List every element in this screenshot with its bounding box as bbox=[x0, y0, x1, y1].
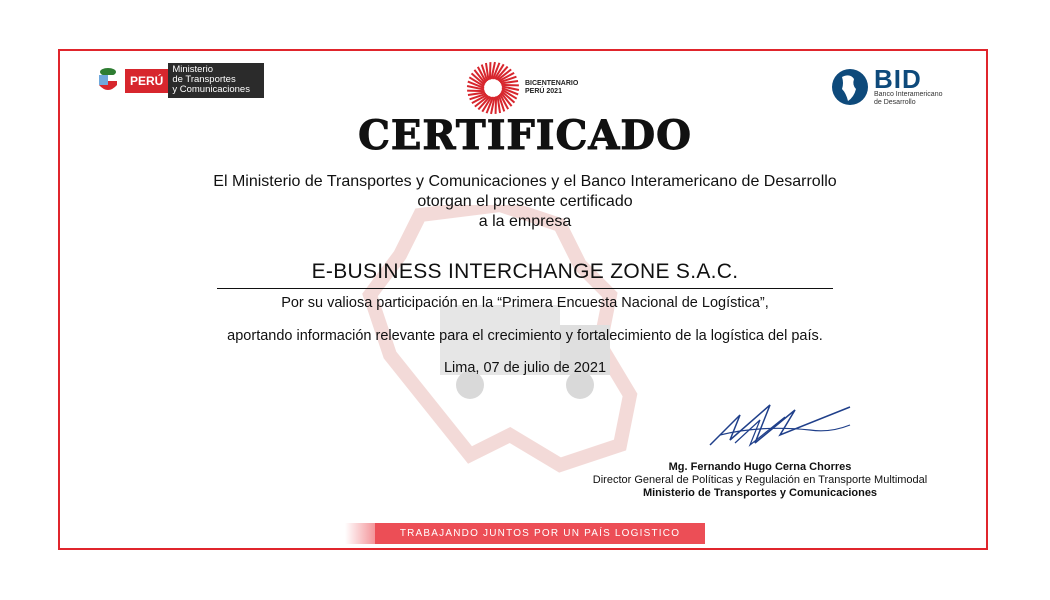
bicentenario-line-1: BICENTENARIO bbox=[525, 80, 579, 87]
ministry-label: Ministerio de Transportes y Comunicaciones bbox=[168, 63, 264, 98]
peru-coat-of-arms-icon bbox=[97, 67, 119, 95]
intro-line-1: El Ministerio de Transportes y Comunicaciones y el Banco Interamericano de Desarrollo bbox=[213, 173, 837, 190]
bicentenario-logo bbox=[465, 60, 578, 116]
intro-line-3: a la empresa bbox=[478, 213, 572, 230]
signer-institution: Ministerio de Transportes y Comunicaciones bbox=[642, 487, 878, 499]
slogan-text: TRABAJANDO JUNTOS POR UN PAÍS LOGISTICO bbox=[375, 523, 705, 544]
mtc-logo bbox=[97, 63, 264, 98]
company-underline bbox=[217, 288, 833, 289]
signer-block bbox=[560, 461, 960, 500]
bid-name-line-1: Banco Interamericano bbox=[874, 91, 943, 98]
sunburst-ray bbox=[467, 91, 484, 92]
reason-line-2: aportando información relevante para el crecimiento y fortalecimiento de la logística del país. bbox=[227, 328, 823, 344]
bid-globe-icon bbox=[830, 67, 870, 107]
company-name: E-BUSINESS INTERCHANGE ZONE S.A.C. bbox=[311, 260, 739, 283]
bid-logo bbox=[830, 64, 943, 107]
sunburst-ray bbox=[501, 85, 518, 86]
bicentenario-sunburst-icon bbox=[465, 60, 521, 116]
peru-label: PERÚ bbox=[125, 69, 168, 93]
certificate-intro bbox=[0, 172, 1050, 232]
reason-line-1: Por su valiosa participación en la “Primera Encuesta Nacional de Logística”, bbox=[281, 295, 769, 311]
signer-name: Mg. Fernando Hugo Cerna Chorres bbox=[668, 461, 852, 473]
signer-position: Director General de Políticas y Regulación en Transporte Multimodal bbox=[592, 474, 928, 486]
slogan-banner bbox=[345, 516, 705, 544]
certificate-title: CERTIFICADO bbox=[358, 112, 692, 159]
bid-acronym: BID bbox=[874, 64, 922, 94]
sunburst-ray bbox=[490, 62, 491, 79]
intro-line-2: otorgan el presente certificado bbox=[417, 193, 633, 210]
bid-name-line-2: de Desarrollo bbox=[874, 99, 916, 106]
handwritten-signature bbox=[700, 395, 860, 455]
certificate-date: Lima, 07 de julio de 2021 bbox=[443, 360, 607, 376]
bicentenario-line-2: PERÚ 2021 bbox=[525, 88, 562, 95]
